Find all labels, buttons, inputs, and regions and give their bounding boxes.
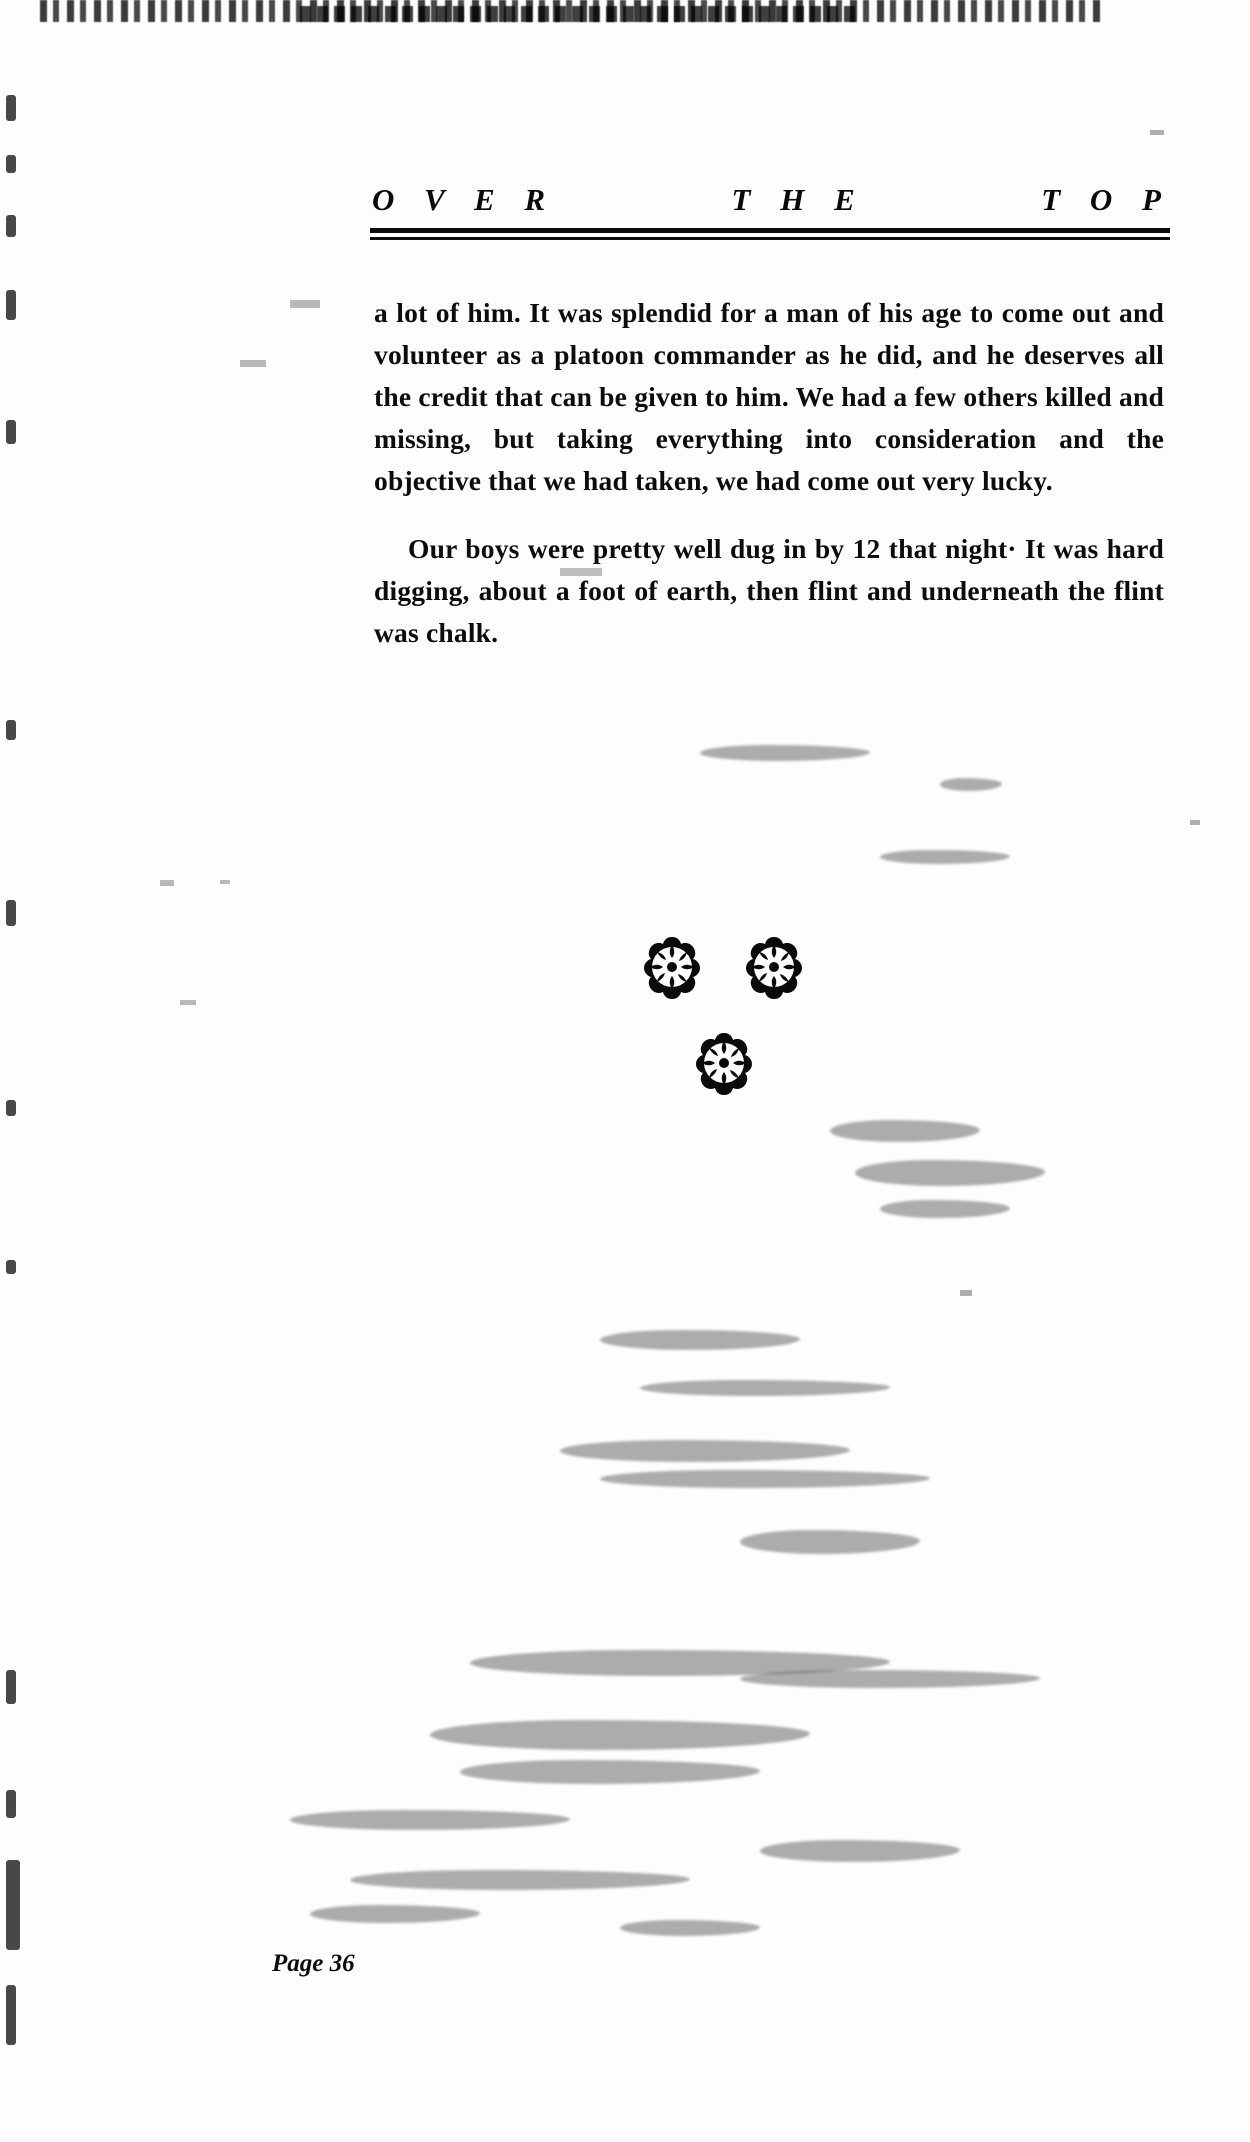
scan-top-edge-artifact-secondary <box>300 6 860 22</box>
scan-smudge <box>470 1650 890 1676</box>
spine-mark <box>6 290 16 320</box>
scan-smudge <box>600 1470 930 1488</box>
scan-speckle <box>960 1290 972 1296</box>
scan-smudge <box>290 1810 570 1830</box>
paragraph: Our boys were pretty well dug in by 12 that night· It was hard digging, about a foot of earth, then flint and underneath the flint was chalk. <box>374 533 1164 648</box>
running-head-center: T H E <box>731 182 866 217</box>
scan-smudge <box>880 1200 1010 1218</box>
running-head-left: O V E R <box>372 182 557 217</box>
spine-mark <box>6 720 16 740</box>
header-rule <box>370 228 1170 240</box>
scan-smudge <box>760 1840 960 1862</box>
scan-speckle <box>220 880 230 884</box>
spine-mark <box>6 1260 16 1274</box>
scan-smudge <box>700 745 870 761</box>
scan-speckle <box>1150 130 1164 135</box>
scan-smudge <box>560 1440 850 1462</box>
scan-smudge <box>600 1330 800 1350</box>
section-ornament-group <box>640 935 880 1125</box>
scan-smudge <box>880 850 1010 864</box>
spine-mark <box>6 1860 20 1950</box>
spine-mark <box>6 1100 16 1116</box>
spine-mark <box>6 900 16 926</box>
body-text <box>374 292 1164 654</box>
spine-mark <box>6 155 16 173</box>
scan-speckle <box>1190 820 1200 825</box>
floral-rosette-icon <box>742 935 806 999</box>
scan-smudge <box>940 778 1002 791</box>
scan-smudge <box>640 1380 890 1396</box>
spine-mark <box>6 1985 16 2045</box>
scan-speckle <box>180 1000 196 1005</box>
scan-smudge <box>310 1905 480 1923</box>
scan-smudge <box>855 1160 1045 1186</box>
scan-speckle <box>240 360 266 367</box>
running-head <box>372 182 1172 218</box>
scan-smudge <box>460 1760 760 1784</box>
scan-smudge <box>350 1870 690 1890</box>
scan-speckle <box>290 300 320 308</box>
spine-mark <box>6 1670 16 1704</box>
floral-rosette-icon <box>640 935 704 999</box>
scan-speckle <box>160 880 174 886</box>
scan-smudge <box>740 1530 920 1554</box>
spine-mark <box>6 1790 16 1818</box>
scan-smudge <box>620 1920 760 1936</box>
floral-rosette-icon <box>692 1031 756 1095</box>
paragraph: a lot of him. It was splendid for a man of his age to come out and volunteer as a platoon commander as he did, and he deserves all the credit that can be given to him. We had a few others killed and missing, but taking everything into consideration and the objective that we had taken, we had come out very lucky. <box>374 297 1164 496</box>
running-head-right: T O P <box>1041 182 1172 217</box>
spine-mark <box>6 420 16 444</box>
spine-mark <box>6 95 16 121</box>
scan-smudge <box>740 1670 1040 1688</box>
spine-mark <box>6 215 16 237</box>
page-number: Page 36 <box>272 1950 355 1977</box>
scan-smudge <box>430 1720 810 1750</box>
